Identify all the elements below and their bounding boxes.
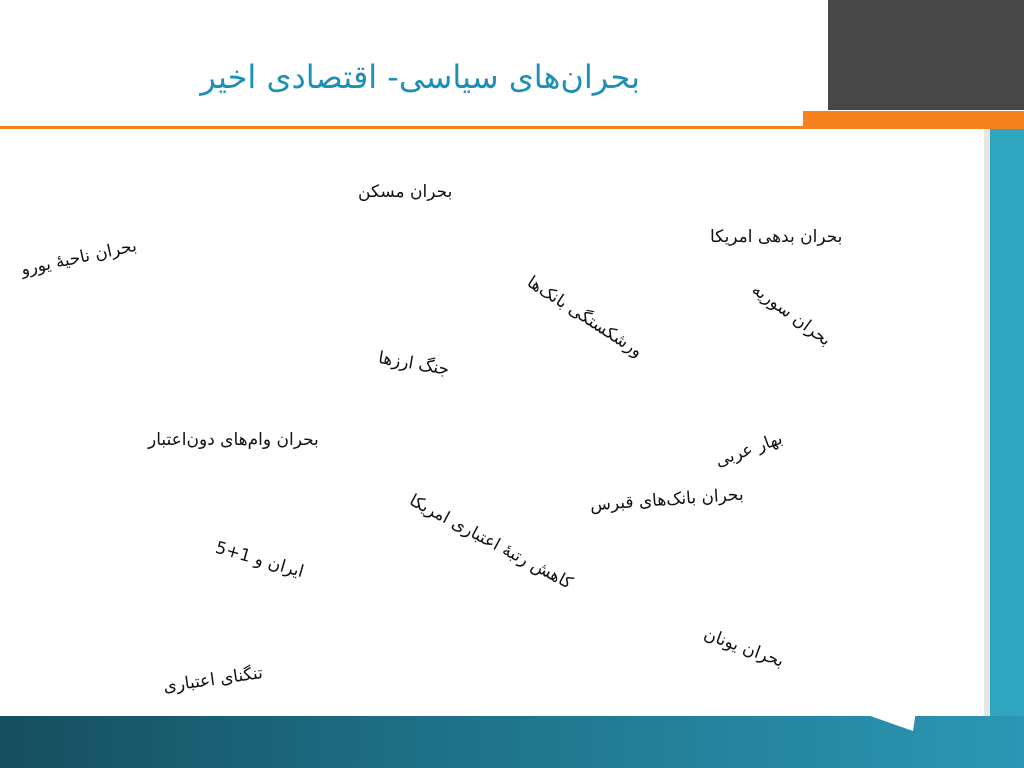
term-us-credit-downgrade: کاهش رتبهٔ اعتباری امریکا [405,490,576,594]
term-arab-spring: بهار عربی [712,428,786,472]
term-syria-crisis: بحران سوریه [747,279,835,351]
term-us-debt-crisis: بحران بدهی امریکا [710,227,843,247]
term-subprime-crisis: بحران وام‌های دون‌اعتبار [148,430,319,450]
orange-accent-block [803,111,1024,129]
term-currency-war: جنگ ارزها [376,347,451,381]
bottom-teal-bar [0,716,1024,768]
term-housing-crisis: بحران مسکن [358,182,453,202]
term-greece-crisis: بحران یونان [701,624,787,672]
term-iran-p5-plus-1: ایران و 1+5 [213,537,306,583]
term-cyprus-banks-crisis: بحران بانک‌های قبرس [589,484,745,516]
term-eurozone-crisis: بحران ناحیهٔ یورو [19,235,139,281]
header-dark-block [828,0,1024,110]
title-underline [0,126,803,129]
term-credit-crunch: تنگنای اعتباری [162,663,264,697]
term-bank-failures: ورشکستگی بانک‌ها [523,272,647,362]
right-teal-bar [990,129,1024,768]
slide-title: بحران‌های سیاسی- اقتصادی اخیر [200,58,640,96]
